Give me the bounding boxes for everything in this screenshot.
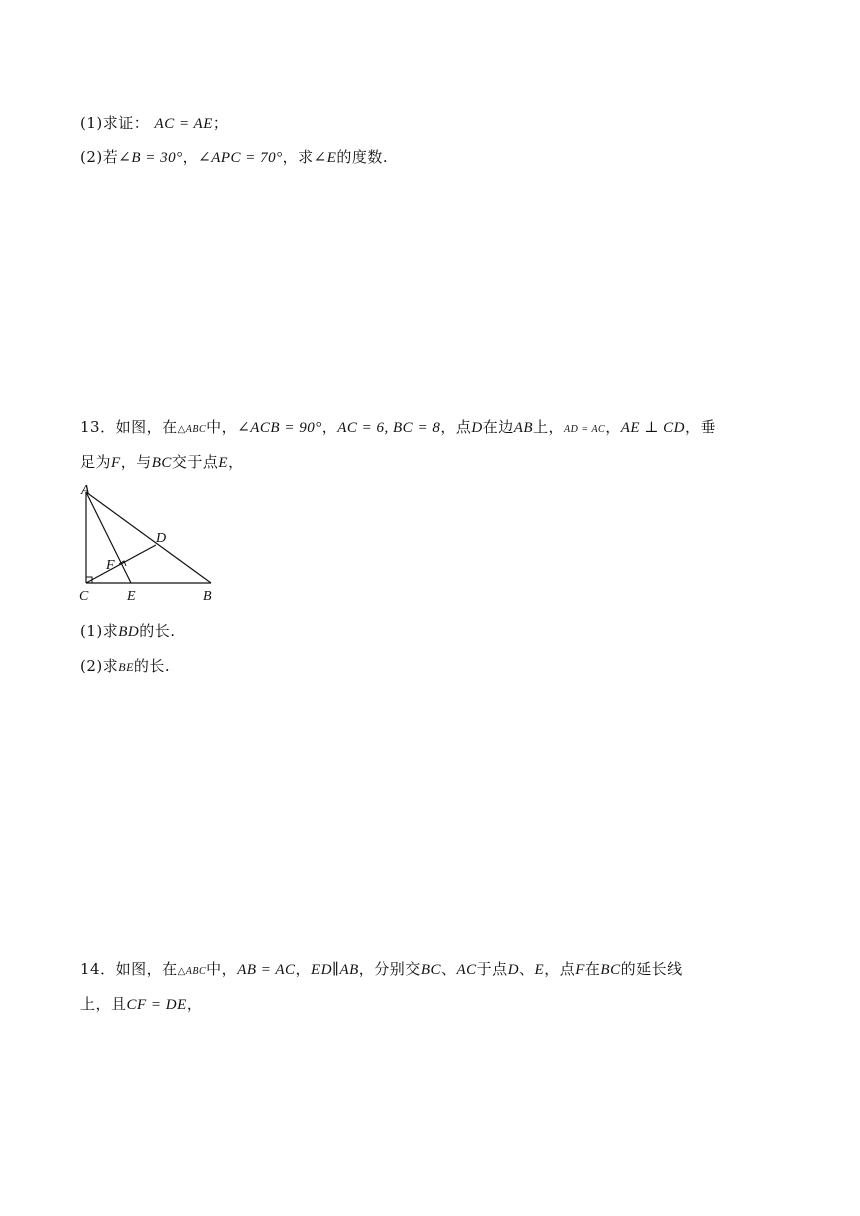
- q13-part1: [80, 620, 176, 641]
- q12-part1-prefix: (1)求证：: [80, 114, 150, 132]
- q13-text: 交于点: [171, 453, 219, 471]
- q13-point-d: D: [471, 420, 483, 436]
- segment-ab: [86, 492, 211, 583]
- q13-number: 13．如图，在: [80, 418, 178, 436]
- q12-part1-expr: AC = AE: [154, 116, 213, 132]
- label-c: C: [79, 589, 89, 604]
- q12-part2-expr2: ∠APC = 70°: [198, 150, 283, 166]
- label-d: D: [156, 531, 167, 546]
- q12-part2-prefix: (2)若: [80, 148, 119, 166]
- label-e: E: [127, 589, 136, 604]
- q12-part2: [80, 146, 388, 167]
- q12-part2-expr1: ∠B = 30°: [118, 150, 183, 166]
- q14-triangle: △ABC: [177, 966, 207, 977]
- q13-part2-expr: BE: [118, 660, 134, 674]
- q14-stem-line2: [80, 993, 202, 1014]
- q12-part2-suffix: 的度数.: [336, 148, 389, 166]
- q14-text: 、: [440, 960, 457, 978]
- q13-text: 足为: [80, 453, 112, 471]
- q13-geometry-figure: [76, 480, 226, 610]
- q13-text: ，点: [440, 418, 472, 436]
- label-a: A: [81, 483, 90, 498]
- q13-point-f: F: [111, 455, 121, 471]
- q12-part2-mid: ，求: [282, 148, 314, 166]
- q14-text: 于点: [476, 960, 508, 978]
- q13-side-bc: BC: [151, 455, 172, 471]
- q13-part2-suffix: 的长.: [133, 657, 171, 675]
- q12-part2-sep: ，: [182, 148, 199, 166]
- q13-stem-line2: [80, 451, 244, 472]
- q14-text: ，: [295, 960, 312, 978]
- q14-text: 中，: [206, 960, 238, 978]
- q13-text: ，: [321, 418, 338, 436]
- q13-part2: [80, 655, 170, 676]
- q14-side-bc: BC: [420, 962, 441, 978]
- q13-text: 中，: [206, 418, 238, 436]
- q14-point-f: F: [575, 962, 585, 978]
- q13-text: 在边: [482, 418, 514, 436]
- q12-part1: [80, 112, 228, 133]
- q13-text: ，垂: [685, 418, 717, 436]
- q14-text: 上，且: [80, 995, 127, 1013]
- q13-part1-suffix: 的长.: [139, 622, 176, 640]
- q13-text: ，: [228, 453, 244, 471]
- q14-side-bc-2: BC: [600, 962, 621, 978]
- q14-ed-parallel-ab: ED∥AB: [311, 962, 359, 978]
- q14-number: 14．如图，在: [80, 960, 178, 978]
- q14-text: 、: [519, 960, 535, 978]
- q13-part2-prefix: (2)求: [80, 657, 119, 675]
- q13-lengths: AC = 6, BC = 8: [337, 420, 441, 436]
- q13-text: ，: [605, 418, 621, 436]
- q14-point-e: E: [534, 962, 545, 978]
- q13-part1-expr: BD: [118, 624, 140, 640]
- q14-text: 在: [584, 960, 601, 978]
- q12-part2-expr3: ∠E: [313, 150, 337, 166]
- label-f: F: [106, 558, 115, 573]
- label-b: B: [203, 589, 212, 604]
- q14-point-d: D: [507, 962, 520, 978]
- q13-stem-line1: [80, 416, 716, 437]
- q14-side-ac: AC: [456, 962, 477, 978]
- q14-text: ，: [186, 995, 203, 1013]
- q13-point-e: E: [218, 455, 229, 471]
- q13-triangle: △ABC: [177, 424, 207, 435]
- q13-part1-prefix: (1)求: [80, 622, 119, 640]
- q13-ad-eq-ac: AD = AC: [564, 424, 606, 435]
- q14-stem-line1: [80, 958, 683, 979]
- q14-cf-eq-de: CF = DE: [126, 997, 187, 1013]
- q13-side-ab: AB: [513, 420, 534, 436]
- q13-angle-acb: ∠ACB = 90°: [237, 420, 322, 436]
- q12-part1-suffix: ；: [212, 114, 229, 132]
- q13-text: ，与: [120, 453, 152, 471]
- q13-text: 上，: [533, 418, 565, 436]
- q14-text: ，点: [544, 960, 576, 978]
- q14-text: ，分别交: [358, 960, 421, 978]
- q14-ab-eq-ac: AB = AC: [237, 962, 296, 978]
- q13-ae-perp-cd: AE ⊥ CD: [620, 420, 686, 436]
- q14-text: 的延长线: [620, 960, 683, 978]
